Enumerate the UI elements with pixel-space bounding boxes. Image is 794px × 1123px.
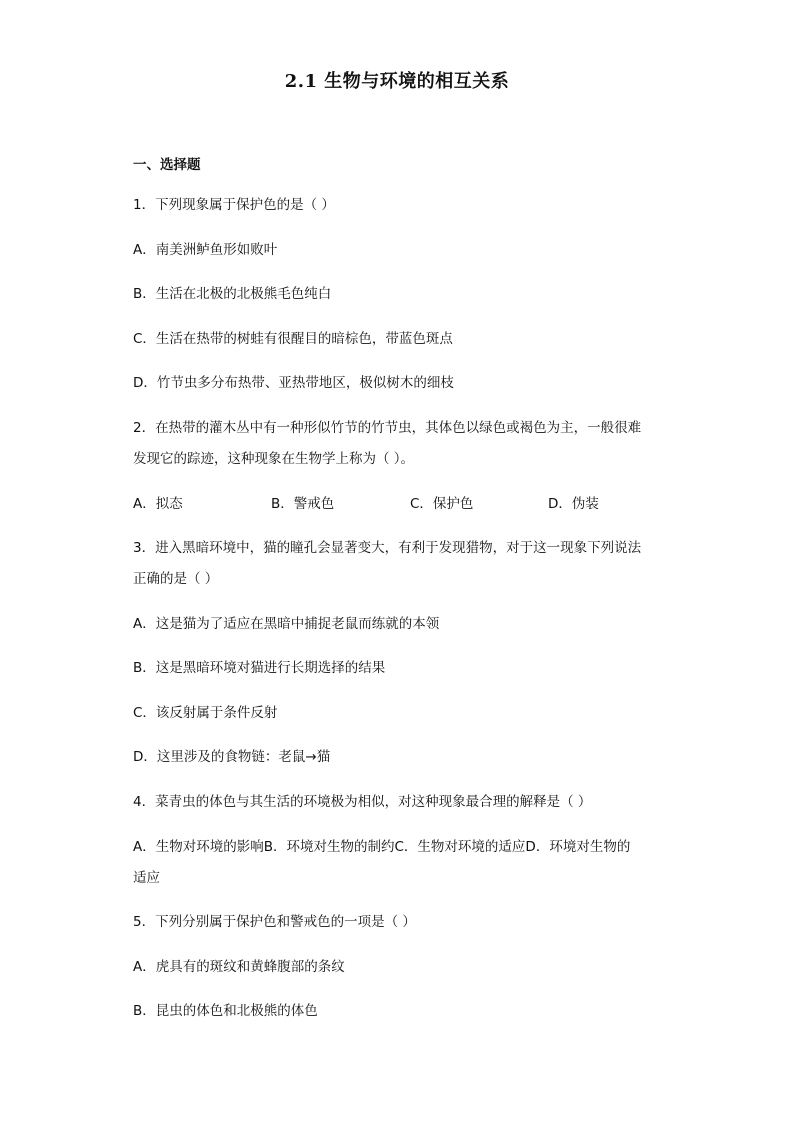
question-3-option-b: B．这是黑暗环境对猫进行长期选择的结果 [133, 660, 386, 676]
question-2-option-b: B．警戒色 [271, 496, 335, 512]
document-title: 2.1 生物与环境的相互关系 [284, 71, 510, 92]
question-2-option-a: A．拟态 [133, 496, 183, 512]
question-1-option-d: D．竹节虫多分布热带、亚热带地区，极似树木的细枝 [133, 375, 454, 391]
question-2-option-c: C．保护色 [410, 496, 474, 512]
question-1-stem: 1．下列现象属于保护色的是（ ） [133, 197, 335, 213]
question-1-option-b: B．生活在北极的北极熊毛色纯白 [133, 286, 332, 302]
question-4-options-line-1: A．生物对环境的影响B．环境对生物的制约C．生物对环境的适应D．环境对生物的 [133, 839, 631, 855]
question-2-stem-line-1: 2．在热带的灌木丛中有一种形似竹节的竹节虫，其体色以绿色或褐色为主，一般很难 [133, 420, 642, 436]
section-heading: 一、选择题 [133, 157, 201, 173]
question-2-stem-line-2: 发现它的踪迹，这种现象在生物学上称为（ ）。 [133, 451, 415, 467]
question-5-option-b: B．昆虫的体色和北极熊的体色 [133, 1003, 318, 1019]
question-3-stem-line-1: 3．进入黑暗环境中，猫的瞳孔会显著变大，有利于发现猎物，对于这一现象下列说法 [133, 540, 642, 556]
question-4-options-line-2: 适应 [133, 870, 160, 886]
question-3-option-c: C．该反射属于条件反射 [133, 705, 278, 721]
question-3-option-d: D．这里涉及的食物链：老鼠→猫 [133, 749, 331, 765]
question-4-stem: 4．菜青虫的体色与其生活的环境极为相似，对这种现象最合理的解释是（ ） [133, 794, 592, 810]
question-5-stem: 5．下列分别属于保护色和警戒色的一项是（ ） [133, 914, 416, 930]
question-1-option-c: C．生活在热带的树蛙有很醒目的暗棕色，带蓝色斑点 [133, 331, 453, 347]
question-1-option-a: A．南美洲鲈鱼形如败叶 [133, 242, 278, 258]
question-5-option-a: A．虎具有的斑纹和黄蜂腹部的条纹 [133, 959, 345, 975]
question-3-stem-line-2: 正确的是（ ） [133, 571, 219, 587]
question-2-option-d: D．伪装 [548, 496, 599, 512]
question-3-option-a: A．这是猫为了适应在黑暗中捕捉老鼠而练就的本领 [133, 616, 440, 632]
